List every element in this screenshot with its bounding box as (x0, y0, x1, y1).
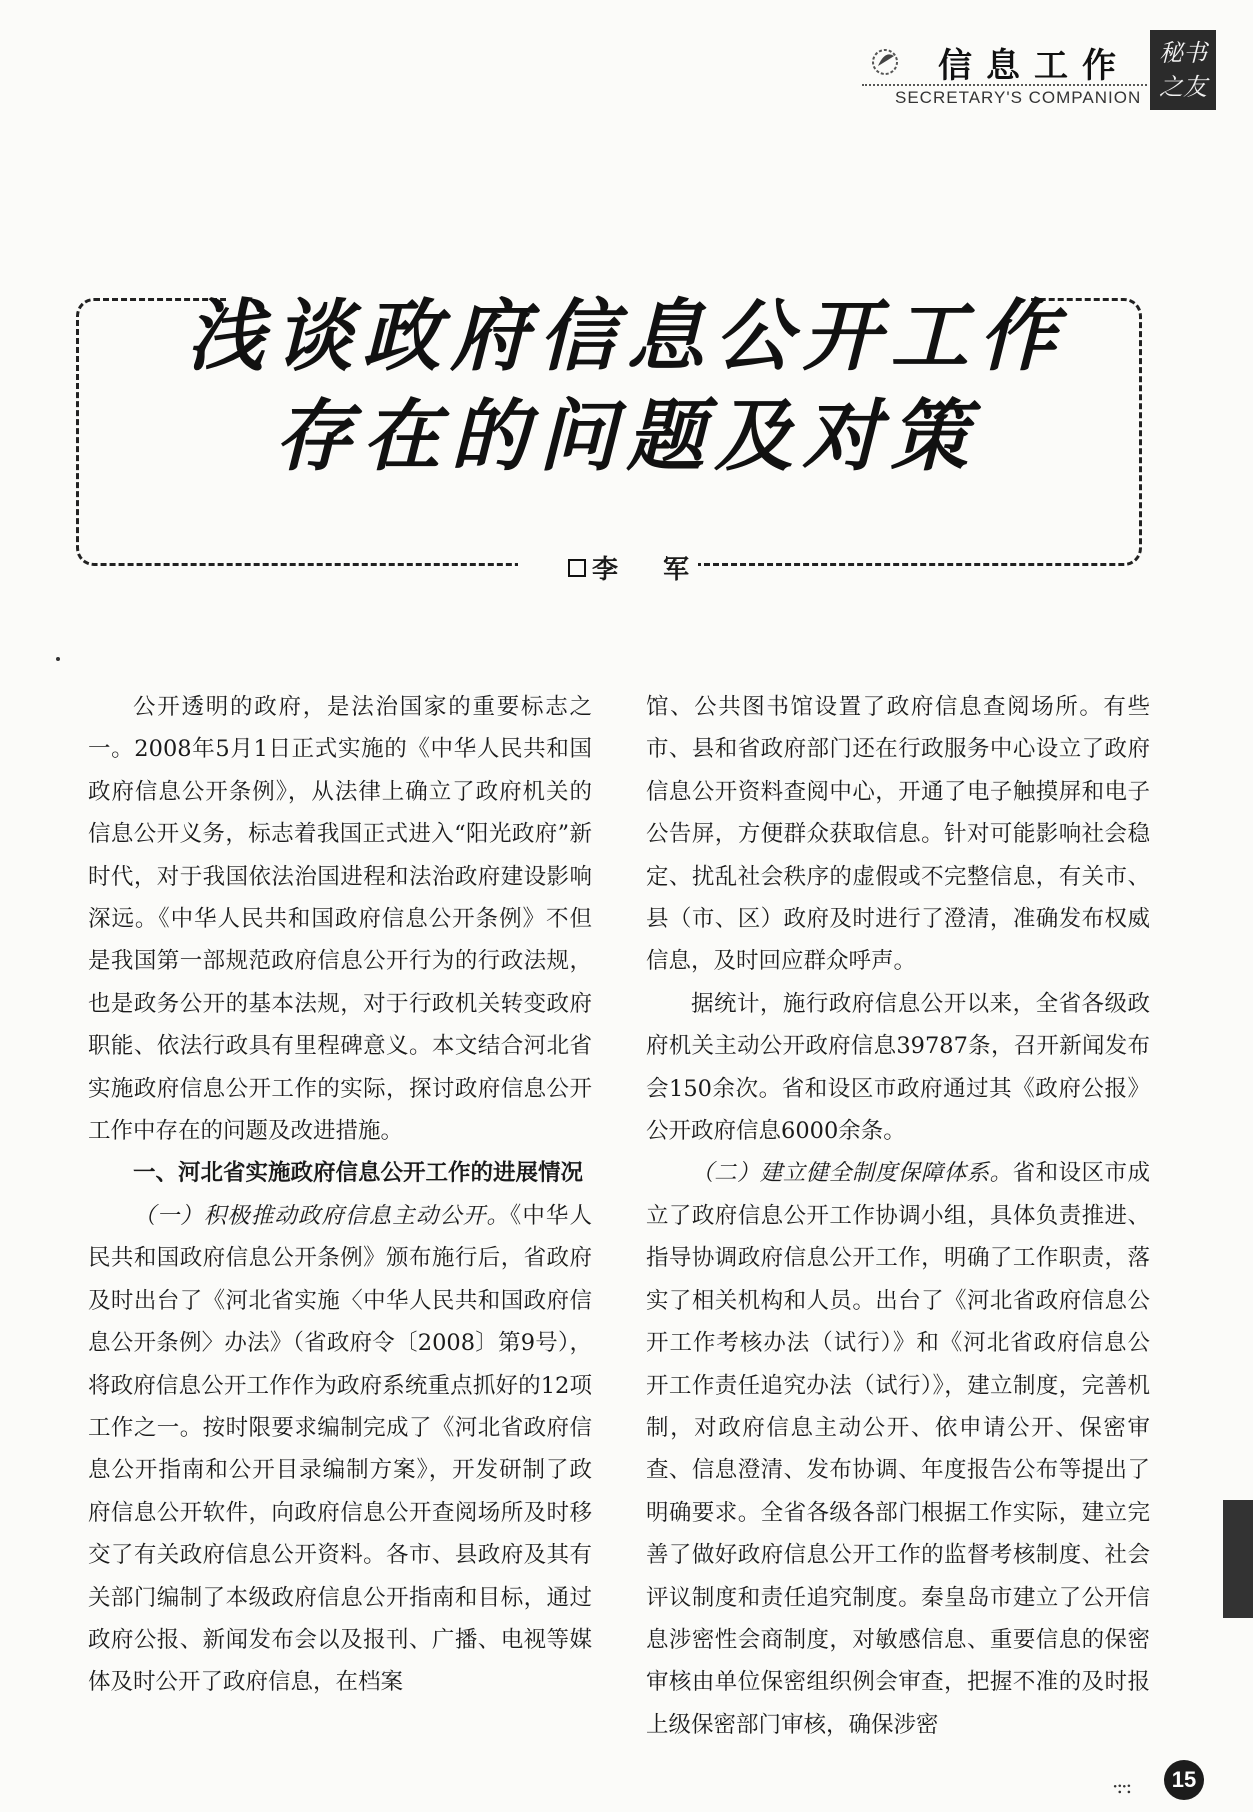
header-divider (862, 84, 1147, 86)
section-title: 信息工作 (938, 46, 1130, 86)
subsection-1-paragraph (88, 1195, 592, 1704)
stray-dot (56, 657, 60, 661)
subsection-2-body: 省和设区市成立了政府信息公开工作协调小组，具体负责推进、指导协调政府信息公开工作，明确了工作职责，落实了相关机构和人员。出台了《河北省政府信息公开工作考核办法（试行）》和《河北省政府信息公开工作责任追究办法（试行）》，建立制度，完善机制，对政府信息主动公开、依申请公开、保密审查、信息澄清、发布协调、年度报告公布等提出了明确要求。全省各级各部门根据工作实际，建立完善了做好政府信息公开工作的监督考核制度、社会评议制度和责任追究制度。秦皇岛市建立了公开信息涉密性会商制度，对敏感信息、重要信息的保密审核由单位保密组织例会审查，把握不准的及时报上级保密部门审核，确保涉密 (646, 1160, 1150, 1738)
page-number: 15 (1164, 1760, 1204, 1800)
article-title-line-1: 浅谈政府信息公开工作 (186, 291, 1067, 382)
subsection-1-label: （一）积极推动政府信息主动公开。 (133, 1202, 511, 1229)
magazine-badge (1150, 30, 1216, 110)
dots-ornament-icon: ·:·: (1112, 1774, 1131, 1798)
badge-line-2: 之友 (1159, 73, 1207, 101)
side-tab (1223, 1500, 1253, 1618)
section-heading-1: 一、河北省实施政府信息公开工作的进展情况 (133, 1160, 584, 1187)
square-bullet-icon (568, 559, 586, 577)
left-column (88, 686, 592, 1704)
intro-paragraph: 公开透明的政府，是法治国家的重要标志之一。2008年5月1日正式实施的《中华人民共和国政府信息公开条例》，从法律上确立了政府机关的信息公开义务，标志着我国正式进入“阳光政府”新时代，对于我国依法治国进程和法治政府建设影响深远。《中华人民共和国政府信息公开条例》不但是我国第一部规范政府信息公开行为的行政法规，也是政务公开的基本法规，对于行政机关转变政府职能、依法行政具有里程碑意义。本文结合河北省实施政府信息公开工作的实际，探讨政府信息公开工作中存在的问题及改进措施。 (88, 694, 592, 1145)
subsection-1-body: 《中华人民共和国政府信息公开条例》颁布施行后，省政府及时出台了《河北省实施〈中华人民共和国政府信息公开条例〉办法》（省政府令〔2008〕第9号），将政府信息公开工作作为政府系统重点抓好的12项工作之一。按时限要求编制完成了《河北省政府信息公开指南和公开目录编制方案》，开发研制了政府信息公开软件，向政府信息公开查阅场所及时移交了有关政府信息公开资料。各市、县政府及其有关部门编制了本级政府信息公开指南和目标，通过政府公报、新闻发布会以及报刊、广播、电视等媒体及时公开了政府信息，在档案 (88, 1202, 592, 1696)
magazine-name: SECRETARY'S COMPANION (895, 88, 1142, 107)
author-byline (568, 549, 707, 586)
badge-line-1: 秘书 (1159, 39, 1207, 67)
right-column (646, 686, 1150, 1746)
article-title-line-2: 存在的问题及对策 (274, 391, 979, 482)
subsection-2-label: （二）建立健全制度保障体系。 (691, 1160, 1013, 1187)
statistics-paragraph: 据统计，施行政府信息公开以来，全省各级政府机关主动公开政府信息39787条，召开新闻发布会150余次。省和设区市政府通过其《政府公报》公开政府信息6000余条。 (646, 990, 1150, 1145)
continued-paragraph: 馆、公共图书馆设置了政府信息查阅场所。有些市、县和省政府部门还在行政服务中心设立了政府信息公开资料查阅中心，开通了电子触摸屏和电子公告屏，方便群众获取信息。针对可能影响社会稳定、扰乱社会秩序的虚假或不完整信息，有关市、县（市、区）政府及时进行了澄清，准确发布权威信息，及时回应群众呼声。 (646, 694, 1150, 975)
subsection-2-paragraph (646, 1152, 1150, 1746)
author-name: 李 军 (592, 555, 708, 585)
leaf-logo-icon (868, 46, 902, 78)
